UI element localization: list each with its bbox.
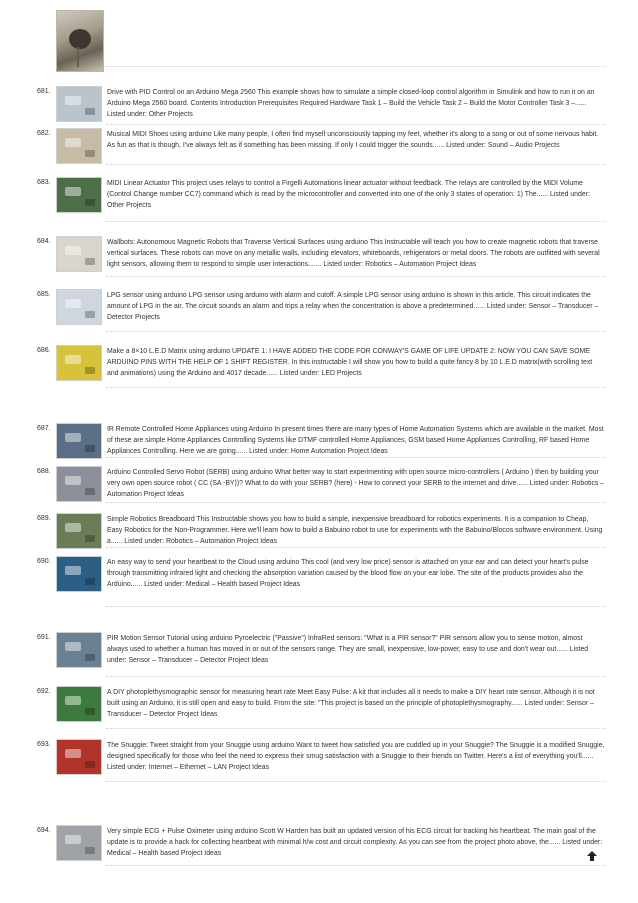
separator-line <box>106 676 606 677</box>
project-thumbnail[interactable] <box>56 556 102 592</box>
project-thumbnail[interactable] <box>56 177 102 213</box>
project-description[interactable]: PIR Motion Sensor Tutorial using arduino Pyroelectric ("Passive") InfraRed sensors: "What is a PIR sensor?" PIR sensors allow you to sense motion, almost always used to whether a human has moved in or out of the sensors range. They are small, inexpensive, low-power, easy to use and don't wear out...... Listed under: Sensor – Transducer – Detector Project Ideas <box>107 635 589 664</box>
project-description[interactable]: Drive with PID Control on an Arduino Mega 2560 This example shows how to simulate a simple closed-loop control algorithm in Simulink and how to run it on an Arduino Mega 2560 board. Contents Introduction Prerequisites Required Hardware Task 1 – Build the Vehicle Task 2 – Build the Motor Controller Task 3 –...... Listed under: Other Projects <box>107 89 595 118</box>
project-description[interactable]: Arduino Controlled Servo Robot (SERB) using arduino What better way to start experimenting with open source micro-controllers ( Arduino ) then by building your very own open source robot ( CC (SA -BY))? What to do with your SERB? (here) - How to connect your SERB to the internet and drive...... Listed under: Robotics – Automation Project Ideas <box>107 469 605 498</box>
project-thumbnail[interactable] <box>56 423 102 459</box>
separator-line <box>106 387 606 388</box>
project-thumbnail[interactable] <box>56 466 102 502</box>
project-description[interactable]: A DIY photoplethysmographic sensor for measuring heart rate Meet Easy Pulse: A kit that includes all it needs to make a DIY heart rate sensor. Although it is not built using an Arduino, it is still open and easy to build. From the site: "This project is based on the principle of photoplethysmography...... Listed under: Sensor – Transducer – Detector Project Ideas <box>107 689 595 718</box>
project-description[interactable]: Musical MIDI Shoes using arduino Like many people, I often find myself unconsciously tapping my feet, whether it's along to a song or out of some nervous habit. As fun as that is though, I've always felt as if something has been missing. If only I could trigger the sounds...... Listed under: Sound – Audio Projects <box>107 131 599 149</box>
separator-line <box>106 124 606 125</box>
item-number: 688. <box>37 468 51 475</box>
item-number: 684. <box>37 238 51 245</box>
item-number: 692. <box>37 688 51 695</box>
separator-line <box>106 547 606 548</box>
item-number: 682. <box>37 130 51 137</box>
item-number: 690. <box>37 558 51 565</box>
project-description[interactable]: Very simple ECG + Pulse Oximeter using arduino Scott W Harden has built an updated version of his ECG circuit for tracking his heartbeat. The main goal of the update is to provide a hack for collecting heartbeat with minimal h/w cost and circuit complexity. As you can see from the project photo above, the...... Listed under: Medical – Health based Project Ideas <box>107 828 603 857</box>
project-thumbnail[interactable] <box>56 513 102 549</box>
item-number: 681. <box>37 88 51 95</box>
separator-line <box>106 331 606 332</box>
item-number: 693. <box>37 741 51 748</box>
project-thumbnail[interactable] <box>56 739 102 775</box>
separator-line <box>106 865 606 866</box>
item-number: 691. <box>37 634 51 641</box>
separator-line <box>106 781 606 782</box>
project-description[interactable]: Wallbots: Autonomous Magnetic Robots that Traverse Vertical Surfaces using arduino This Instructable will teach you how to create magnetic robots that traverse vertical surfaces. These robots can move on any metallic walls, including elevators, whiteboards, refrigerators or metal doors. The robots are outfitted with several light sensors, allowing them to respond to simple user interactions....... Listed under: Robotics – Automation Project Ideas <box>107 239 600 268</box>
item-number: 685. <box>37 291 51 298</box>
project-description[interactable]: Simple Robotics Breadboard This Instructable shows you how to build a simple, inexpensive breadboard for robotics experiments. It is a companion to Cheap, Easy Robotics for the Non-Programmer. Here we'll learn how to build a Babuino robot to use for experiments with the Babuino/Blocos software environment. Using a...... Listed under: Robotics – Automation Project Ideas <box>107 516 603 545</box>
project-description[interactable]: The Snuggie: Tweet straight from your Snuggie using arduino Want to tweet how satisfied you are cuddled up in your Snuggie? The Snuggie is a modified Snuggie, designed specifically for those who feel the need to express their smug satisfaction with a Snuggie to their friends on Twitter. Here's a list of everything you'll...... Listed under: Internet – Ethernet – LAN Project Ideas <box>107 742 605 771</box>
project-description[interactable]: Make a 8×10 L.E.D Matrix using arduino UPDATE 1: I HAVE ADDED THE CODE FOR CONWAY'S GAME OF LIFE UPDATE 2: NOW YOU CAN SAVE SOME ARDUINO PINS WITH THE HELP OF 1 SHIFT REGISTER. In this instructable I will show you how to build a quite fancy 8 by 10 L.E.D matrix(with scrolling text and animations) using the Arduino and 4017 decade...... Listed under: LED Projects <box>107 348 593 377</box>
separator-line <box>106 457 606 458</box>
top-project-thumbnail[interactable] <box>56 10 104 72</box>
item-number: 683. <box>37 179 51 186</box>
item-number: 687. <box>37 425 51 432</box>
project-description[interactable]: An easy way to send your heartbeat to the Cloud using arduino This cool (and very low price) sensor is attached on your ear and can detect your heart's pulse through transmitting infrared light and checking the absorption variation caused by the blood flow on your ear lobe. The site of the products provides also the Arduino...... Listed under: Medical – Health based Project Ideas <box>107 559 589 588</box>
item-number: 694. <box>37 827 51 834</box>
project-thumbnail[interactable] <box>56 236 102 272</box>
project-thumbnail[interactable] <box>56 686 102 722</box>
project-thumbnail[interactable] <box>56 632 102 668</box>
project-description[interactable]: LPG sensor using arduino LPG sensor using arduino with alarm and cutoff. A simple LPG sensor using arduino is shown in this article. This circuit indicates the amount of LPG in the air. The circuit sounds an alarm and trips a relay when the concentration is above a predetermined...... Listed under: Sensor – Transducer – Detector Projects <box>107 292 599 321</box>
separator-line <box>106 221 606 222</box>
device-shape <box>69 29 91 49</box>
item-number: 689. <box>37 515 51 522</box>
project-thumbnail[interactable] <box>56 86 102 122</box>
separator-line <box>106 66 606 67</box>
separator-line <box>106 502 606 503</box>
project-thumbnail[interactable] <box>56 289 102 325</box>
project-thumbnail[interactable] <box>56 345 102 381</box>
project-thumbnail[interactable] <box>56 128 102 164</box>
project-thumbnail[interactable] <box>56 825 102 861</box>
project-description[interactable]: IR Remote Controlled Home Appliances using Arduino In present times there are many types of Home Automation Systems which are available in the market. Most of these are simple Home Appliances Controlling Systems like DTMF controlled Home Appliances, GSM based Home Appliances Controlling, RF based Home Appliances Controlling. Here we are going...... Listed under: Home Automation Project Ideas <box>107 426 604 455</box>
separator-line <box>106 276 606 277</box>
item-number: 686. <box>37 347 51 354</box>
separator-line <box>106 606 606 607</box>
separator-line <box>106 728 606 729</box>
project-description[interactable]: MIDI Linear Actuator This project uses relays to control a Firgelli Automations linear actuator without feedback. The relays are controlled by the MIDI Volume (Control Change number CC7) command which is read by the microcontroller and converted into one of the only 3 states of operation: 1) The...... Listed under: Other Projects <box>107 180 590 209</box>
scroll-to-top-icon[interactable] <box>586 850 598 862</box>
wire-shape <box>77 47 79 67</box>
separator-line <box>106 164 606 165</box>
